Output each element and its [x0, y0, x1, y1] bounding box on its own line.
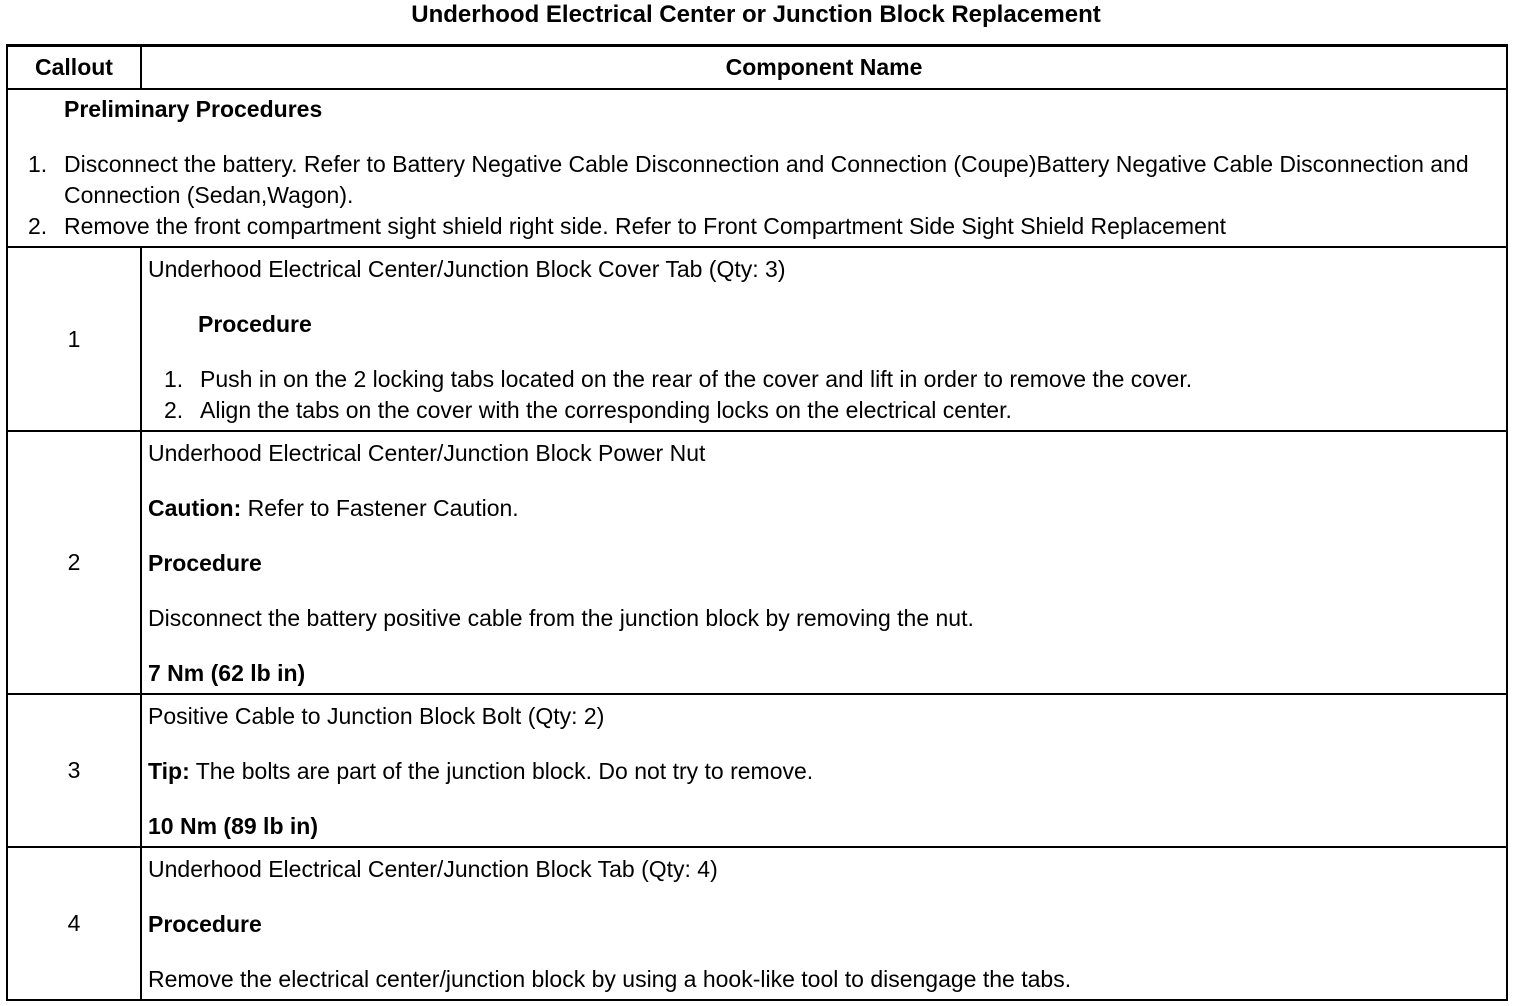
header-component-name: Component Name	[141, 46, 1507, 90]
tip-label: Tip:	[148, 758, 190, 784]
preliminary-row	[7, 89, 1507, 247]
component-cell	[141, 694, 1507, 847]
step-number: 1.	[164, 366, 184, 392]
procedure-text: Remove the electrical center/junction block by using a hook-like tool to disengage the tabs.	[148, 966, 1072, 992]
callout-number: 1	[7, 247, 141, 431]
procedure-text: Disconnect the battery positive cable from the junction block by removing the nut.	[148, 605, 974, 631]
list-item	[164, 395, 1500, 426]
caution-label: Caution:	[148, 495, 242, 521]
table-row	[7, 694, 1507, 847]
tip-text: The bolts are part of the junction block. Do not try to remove.	[189, 758, 814, 784]
table-header-row	[7, 46, 1507, 90]
table-row	[7, 431, 1507, 694]
list-item	[28, 149, 1500, 211]
table-row	[7, 847, 1507, 1000]
table-row	[7, 247, 1507, 431]
component-name: Positive Cable to Junction Block Bolt (Qty: 2)	[148, 703, 605, 729]
preliminary-cell	[7, 89, 1507, 247]
torque-spec: 7 Nm (62 lb in)	[148, 660, 306, 686]
list-item	[164, 364, 1500, 395]
procedure-table	[6, 44, 1508, 1001]
torque-spec: 10 Nm (89 lb in)	[148, 813, 318, 839]
step-text: Disconnect the battery. Refer to Battery Negative Cable Disconnection and Connection (Coupe)Battery Negative Cable Disconnection and Connection (Sedan,Wagon).	[64, 151, 1469, 208]
step-text: Align the tabs on the cover with the corresponding locks on the electrical center.	[200, 397, 1012, 423]
callout-number: 2	[7, 431, 141, 694]
document-title: Underhood Electrical Center or Junction Block Replacement	[411, 1, 1101, 28]
component-cell	[141, 431, 1507, 694]
component-cell	[141, 247, 1507, 431]
caution-text: Refer to Fastener Caution.	[241, 495, 519, 521]
procedure-heading: Procedure	[198, 311, 312, 337]
callout-number: 3	[7, 694, 141, 847]
step-number: 1.	[28, 151, 48, 177]
caution-note	[148, 493, 1500, 524]
tip-note	[148, 756, 1500, 787]
step-number: 2.	[164, 397, 184, 423]
list-item	[28, 211, 1500, 242]
procedure-heading: Procedure	[148, 550, 262, 576]
header-callout: Callout	[7, 46, 141, 90]
component-name: Underhood Electrical Center/Junction Block Tab (Qty: 4)	[148, 856, 718, 882]
component-name: Underhood Electrical Center/Junction Block Power Nut	[148, 440, 706, 466]
procedure-heading: Procedure	[148, 911, 262, 937]
component-name: Underhood Electrical Center/Junction Block Cover Tab (Qty: 3)	[148, 256, 786, 282]
step-text: Remove the front compartment sight shield right side. Refer to Front Compartment Side Sight Shield Replacement	[64, 213, 1227, 239]
preliminary-heading: Preliminary Procedures	[64, 96, 323, 122]
component-cell	[141, 847, 1507, 1000]
step-text: Push in on the 2 locking tabs located on the rear of the cover and lift in order to remove the cover.	[200, 366, 1193, 392]
step-number: 2.	[28, 213, 48, 239]
callout-number: 4	[7, 847, 141, 1000]
